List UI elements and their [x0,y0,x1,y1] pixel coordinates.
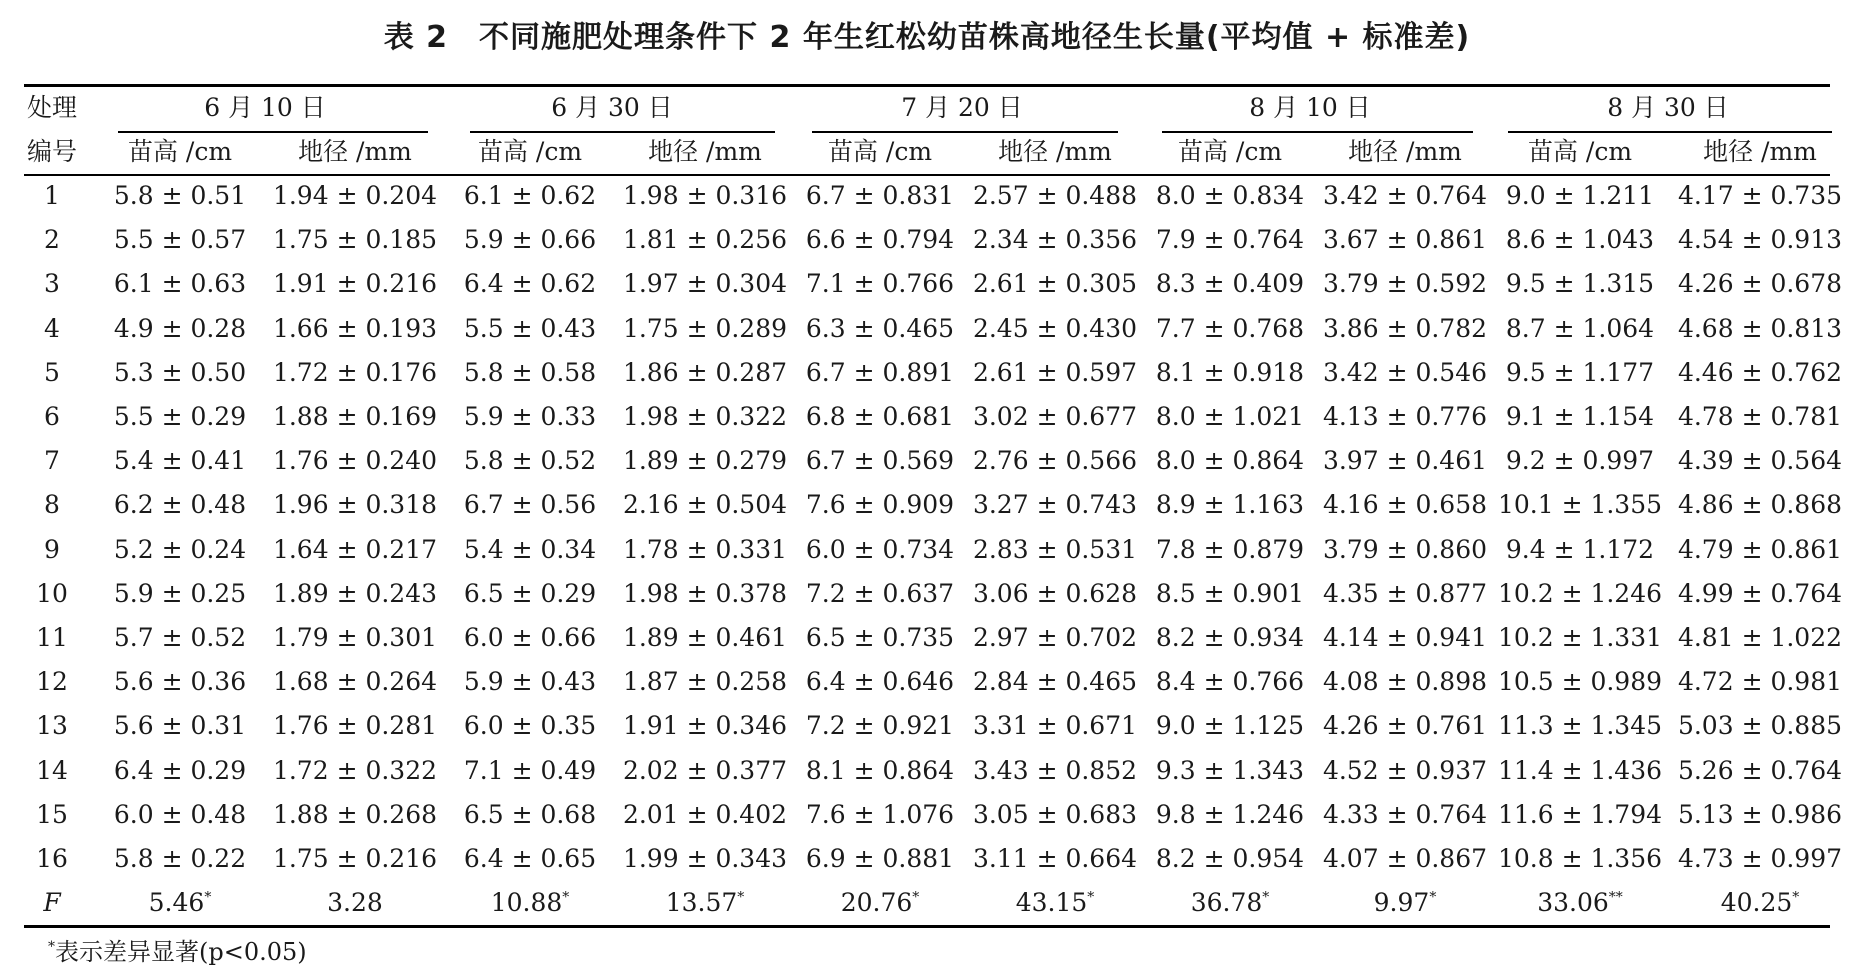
table-cell: 11.3 ± 1.345 [1497,711,1663,741]
table-cell: 5.13 ± 0.986 [1677,799,1843,829]
table-cell: 1.89 ± 0.279 [622,446,788,476]
table-cell: 5.2 ± 0.24 [113,534,247,564]
f-label: F [43,888,61,918]
f-value-number: 3.28 [327,888,383,918]
significance-mark: * [1087,889,1095,906]
table-cell: 6.4 ± 0.29 [113,755,247,785]
table-cell: 5.7 ± 0.52 [113,623,247,652]
table-cell: 6.7 ± 0.831 [805,181,955,210]
table-cell: 5.9 ± 0.33 [463,402,597,431]
table-cell: 4.54 ± 0.913 [1677,225,1843,255]
table-cell: 9.3 ± 1.343 [1155,755,1305,785]
table-cell: 5.9 ± 0.43 [463,667,597,697]
table-cell: 9.1 ± 1.154 [1505,402,1655,431]
table-cell: 8.0 ± 1.021 [1155,402,1305,431]
table-cell: 2.34 ± 0.356 [972,225,1138,255]
table-cell: 1.89 ± 0.243 [272,578,438,608]
table-cell: 8.2 ± 0.954 [1155,844,1305,873]
f-value [1493,885,1668,921]
table-cell: 3.79 ± 0.860 [1322,534,1488,564]
group-rule [812,131,1118,133]
table-cell: 2.61 ± 0.305 [972,269,1138,299]
table-cell: 7.2 ± 0.921 [805,711,955,741]
footnote-text: 表示差异显著(p<0.05) [55,938,307,966]
table-cell: 4.33 ± 0.764 [1322,799,1488,829]
row-id: 14 [36,755,68,785]
table-cell: 5.3 ± 0.50 [113,357,247,387]
table-cell: 4.78 ± 0.781 [1677,402,1843,431]
significance-mark: * [737,889,745,906]
f-value-number: 20.76 [840,888,913,918]
table-cell: 6.7 ± 0.891 [805,357,955,387]
table-cell: 1.72 ± 0.322 [272,755,438,785]
header-date: 8 月 30 日 [1607,93,1729,122]
table-cell: 5.8 ± 0.51 [113,181,247,210]
row-id: 11 [36,623,68,652]
table-cell: 5.8 ± 0.22 [113,844,247,873]
table-cell: 7.7 ± 0.768 [1155,313,1305,343]
f-value [1673,885,1848,921]
table-cell: 9.5 ± 1.177 [1505,357,1655,387]
table-cell: 7.8 ± 0.879 [1155,534,1305,564]
table-cell: 1.68 ± 0.264 [272,667,438,697]
header-treatment: 处理 [26,93,77,122]
table-cell: 1.87 ± 0.258 [622,667,788,697]
table-cell: 1.99 ± 0.343 [622,844,788,873]
row-id: 15 [36,799,68,829]
row-id: 1 [44,181,60,210]
table-cell: 3.02 ± 0.677 [972,402,1138,431]
table-cell: 6.0 ± 0.66 [463,623,597,652]
table-cell: 3.06 ± 0.628 [972,578,1138,608]
f-value-number: 33.06 [1537,888,1609,918]
group-rule [1162,131,1473,133]
row-id: 7 [44,446,60,476]
table-cell: 6.5 ± 0.735 [805,623,955,652]
table-cell: 1.98 ± 0.378 [622,578,788,608]
header-diameter: 地径 /mm [998,137,1112,166]
table-cell: 9.0 ± 1.211 [1505,181,1655,210]
footnote [48,934,307,970]
f-value [443,885,618,921]
significance-mark: * [1792,889,1800,906]
table-cell: 4.14 ± 0.941 [1322,623,1488,652]
table-cell: 6.5 ± 0.68 [463,799,597,829]
table-cell: 1.98 ± 0.322 [622,402,788,431]
significance-mark: * [562,889,570,906]
table-cell: 4.72 ± 0.981 [1677,667,1843,697]
table-cell: 1.88 ± 0.169 [272,402,438,431]
table-cell: 2.76 ± 0.566 [972,446,1138,476]
table-cell: 5.9 ± 0.25 [113,578,247,608]
table-cell: 10.2 ± 1.331 [1497,623,1663,652]
table-cell: 6.5 ± 0.29 [463,578,597,608]
table-cell: 4.26 ± 0.678 [1677,269,1843,299]
table-cell: 6.4 ± 0.65 [463,844,597,873]
f-value-number: 9.97 [1373,888,1430,918]
table-cell: 8.4 ± 0.766 [1155,667,1305,697]
table-cell: 1.96 ± 0.318 [272,490,438,520]
table-cell: 2.97 ± 0.702 [972,623,1138,652]
table-cell: 4.39 ± 0.564 [1677,446,1843,476]
table-cell: 6.3 ± 0.465 [805,313,955,343]
table-cell: 8.1 ± 0.864 [805,755,955,785]
table-cell: 7.6 ± 1.076 [805,799,955,829]
table-cell: 4.46 ± 0.762 [1677,357,1843,387]
table-cell: 5.6 ± 0.36 [113,667,247,697]
table-cell: 8.7 ± 1.064 [1505,313,1655,343]
significance-mark: * [1262,889,1270,906]
table-cell: 6.0 ± 0.734 [805,534,955,564]
table-cell: 1.91 ± 0.216 [272,269,438,299]
table-cell: 5.4 ± 0.34 [463,534,597,564]
row-id: 13 [36,711,68,741]
table-cell: 1.91 ± 0.346 [622,711,788,741]
table-cell: 4.13 ± 0.776 [1322,402,1488,431]
table-cell: 2.02 ± 0.377 [622,755,788,785]
header-rule [24,174,1830,176]
table-cell: 10.5 ± 0.989 [1497,667,1663,697]
row-id: 3 [44,269,60,299]
row-id: 16 [36,844,68,873]
header-height: 苗高 /cm [127,137,233,166]
table-cell: 5.26 ± 0.764 [1677,755,1843,785]
table-cell: 4.17 ± 0.735 [1677,181,1843,210]
table-cell: 5.8 ± 0.58 [463,357,597,387]
table-cell: 6.7 ± 0.56 [463,490,597,520]
header-date: 7 月 20 日 [901,93,1023,122]
header-height: 苗高 /cm [477,137,583,166]
table-cell: 3.67 ± 0.861 [1322,225,1488,255]
header-date: 8 月 10 日 [1249,93,1371,122]
table-cell: 9.5 ± 1.315 [1505,269,1655,299]
table-cell: 5.9 ± 0.66 [463,225,597,255]
f-value-number: 10.88 [490,888,563,918]
table-cell: 7.9 ± 0.764 [1155,225,1305,255]
table-cell: 1.89 ± 0.461 [622,623,788,652]
group-rule [1508,131,1832,133]
table-cell: 2.61 ± 0.597 [972,357,1138,387]
table-cell: 10.2 ± 1.246 [1497,578,1663,608]
table-cell: 4.07 ± 0.867 [1322,844,1488,873]
table-cell: 2.84 ± 0.465 [972,667,1138,697]
table-cell: 3.79 ± 0.592 [1322,269,1488,299]
table-cell: 5.5 ± 0.43 [463,313,597,343]
table-cell: 6.9 ± 0.881 [805,844,955,873]
table-cell: 3.97 ± 0.461 [1322,446,1488,476]
table-cell: 1.75 ± 0.185 [272,225,438,255]
table-cell: 8.0 ± 0.834 [1155,181,1305,210]
table-cell: 1.94 ± 0.204 [272,181,438,210]
table-cell: 4.16 ± 0.658 [1322,490,1488,520]
table-cell: 5.5 ± 0.57 [113,225,247,255]
row-id: 12 [36,667,68,697]
significance-mark: * [1429,889,1437,906]
table-cell: 9.2 ± 0.997 [1505,446,1655,476]
table-cell: 1.88 ± 0.268 [272,799,438,829]
table-cell: 4.99 ± 0.764 [1677,578,1843,608]
f-value [1143,885,1318,921]
f-value-number: 40.25 [1720,888,1793,918]
table-cell: 3.27 ± 0.743 [972,490,1138,520]
table-cell: 2.01 ± 0.402 [622,799,788,829]
table-cell: 1.75 ± 0.289 [622,313,788,343]
table-cell: 1.86 ± 0.287 [622,357,788,387]
table-cell: 1.79 ± 0.301 [272,623,438,652]
table-cell: 8.3 ± 0.409 [1155,269,1305,299]
table-cell: 1.97 ± 0.304 [622,269,788,299]
table-cell: 3.05 ± 0.683 [972,799,1138,829]
significance-mark: * [204,889,212,906]
table-cell: 5.8 ± 0.52 [463,446,597,476]
significance-mark: * [912,889,920,906]
f-value [618,885,793,921]
table-cell: 4.08 ± 0.898 [1322,667,1488,697]
top-rule [24,84,1830,87]
row-id: 9 [44,534,60,564]
table-cell: 7.1 ± 0.49 [463,755,597,785]
header-diameter: 地径 /mm [298,137,412,166]
table-cell: 4.81 ± 1.022 [1677,623,1843,652]
row-id: 10 [36,578,68,608]
table-cell: 1.78 ± 0.331 [622,534,788,564]
table-cell: 6.0 ± 0.48 [113,799,247,829]
table-cell: 6.8 ± 0.681 [805,402,955,431]
table-cell: 4.35 ± 0.877 [1322,578,1488,608]
f-value-number: 43.15 [1015,888,1088,918]
row-id: 2 [44,225,60,255]
f-value-number: 13.57 [665,888,738,918]
row-id: 8 [44,490,60,520]
f-value [1318,885,1493,921]
table-cell: 3.42 ± 0.546 [1322,357,1488,387]
table-cell: 7.2 ± 0.637 [805,578,955,608]
table-cell: 9.0 ± 1.125 [1155,711,1305,741]
table-cell: 3.11 ± 0.664 [972,844,1138,873]
table-cell: 1.66 ± 0.193 [272,313,438,343]
table-cell: 1.75 ± 0.216 [272,844,438,873]
header-diameter: 地径 /mm [648,137,762,166]
header-diameter: 地径 /mm [1348,137,1462,166]
table-cell: 10.1 ± 1.355 [1497,490,1663,520]
header-height: 苗高 /cm [827,137,933,166]
table-cell: 10.8 ± 1.356 [1497,844,1663,873]
table-cell: 8.5 ± 0.901 [1155,578,1305,608]
table-cell: 8.9 ± 1.163 [1155,490,1305,520]
table-cell: 6.6 ± 0.794 [805,225,955,255]
row-id: 4 [44,313,60,343]
table-cell: 4.86 ± 0.868 [1677,490,1843,520]
table-cell: 6.4 ± 0.62 [463,269,597,299]
table-cell: 9.8 ± 1.246 [1155,799,1305,829]
table-cell: 8.6 ± 1.043 [1505,225,1655,255]
row-id: 5 [44,357,60,387]
table-cell: 8.0 ± 0.864 [1155,446,1305,476]
f-value-number: 5.46 [148,888,205,918]
header-number: 编号 [26,137,77,166]
table-cell: 11.6 ± 1.794 [1497,799,1663,829]
table-cell: 5.03 ± 0.885 [1677,711,1843,741]
table-cell: 2.83 ± 0.531 [972,534,1138,564]
table-cell: 4.26 ± 0.761 [1322,711,1488,741]
f-value-number: 36.78 [1190,888,1263,918]
table-cell: 4.9 ± 0.28 [113,313,247,343]
table-cell: 1.72 ± 0.176 [272,357,438,387]
table-cell: 6.1 ± 0.63 [113,269,247,299]
group-rule [118,131,428,133]
table-cell: 6.1 ± 0.62 [463,181,597,210]
table-cell: 6.7 ± 0.569 [805,446,955,476]
footnote-mark: * [48,939,55,955]
header-height: 苗高 /cm [1177,137,1283,166]
header-date: 6 月 30 日 [551,93,673,122]
table-title: 表 2 不同施肥处理条件下 2 年生红松幼苗株高地径生长量(平均值 + 标准差) [383,20,1471,55]
table-cell: 8.2 ± 0.934 [1155,623,1305,652]
table-cell: 5.6 ± 0.31 [113,711,247,741]
table-cell: 9.4 ± 1.172 [1505,534,1655,564]
table-cell: 11.4 ± 1.436 [1497,755,1663,785]
table-cell: 6.0 ± 0.35 [463,711,597,741]
table-cell: 4.52 ± 0.937 [1322,755,1488,785]
table-cell: 3.43 ± 0.852 [972,755,1138,785]
header-diameter: 地径 /mm [1703,137,1817,166]
table-cell: 6.4 ± 0.646 [805,667,955,697]
table-cell: 3.42 ± 0.764 [1322,181,1488,210]
header-height: 苗高 /cm [1527,137,1633,166]
f-value [93,885,268,921]
row-id: 6 [44,402,60,431]
table-cell: 7.6 ± 0.909 [805,490,955,520]
table-cell: 3.86 ± 0.782 [1322,313,1488,343]
table-cell: 1.64 ± 0.217 [272,534,438,564]
table-cell: 3.31 ± 0.671 [972,711,1138,741]
table-cell: 2.16 ± 0.504 [622,490,788,520]
table-cell: 2.45 ± 0.430 [972,313,1138,343]
table-cell: 5.4 ± 0.41 [113,446,247,476]
f-value [793,885,968,921]
table-cell: 7.1 ± 0.766 [805,269,955,299]
bottom-rule [24,925,1830,928]
table-cell: 6.2 ± 0.48 [113,490,247,520]
table-cell: 1.76 ± 0.281 [272,711,438,741]
f-value [968,885,1143,921]
table-cell: 4.73 ± 0.997 [1677,844,1843,873]
f-value [268,885,443,921]
table-cell: 5.5 ± 0.29 [113,402,247,431]
table-cell: 8.1 ± 0.918 [1155,357,1305,387]
table-cell: 1.98 ± 0.316 [622,181,788,210]
table-cell: 2.57 ± 0.488 [972,181,1138,210]
table-cell: 4.79 ± 0.861 [1677,534,1843,564]
group-rule [470,131,775,133]
header-date: 6 月 10 日 [204,93,326,122]
table-cell: 1.76 ± 0.240 [272,446,438,476]
table-cell: 1.81 ± 0.256 [622,225,788,255]
table-cell: 4.68 ± 0.813 [1677,313,1843,343]
significance-mark: ** [1608,889,1623,906]
